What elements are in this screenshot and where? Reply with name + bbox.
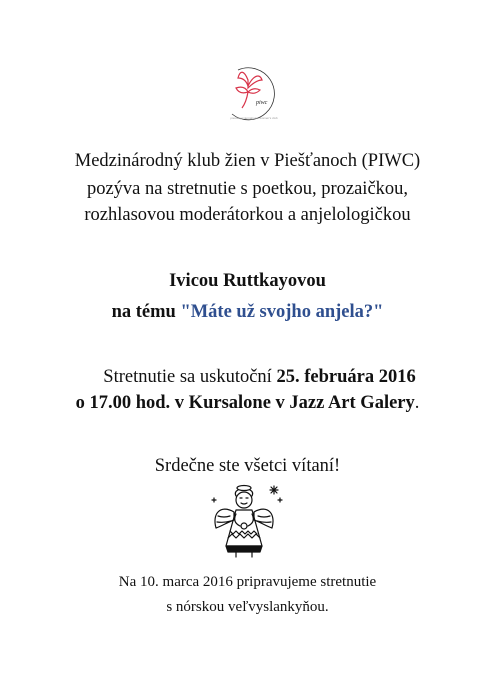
topic-prefix: na tému bbox=[111, 302, 176, 322]
welcome-text: Srdečne ste všetci vítaní! bbox=[154, 456, 341, 476]
event-line-1 bbox=[12, 366, 495, 388]
flower-logo-icon bbox=[208, 58, 292, 124]
guest-name: Ivicou Ruttkayovou bbox=[169, 271, 326, 291]
event-time-place: o 17.00 hod. v Kursalone v Jazz Art Galery bbox=[75, 393, 415, 413]
angel-icon bbox=[206, 480, 286, 562]
next-line-1: Na 10. marca 2016 pripravujeme stretnutie bbox=[118, 574, 377, 590]
intro-line-2: pozýva na stretnutie s poetkou, prozaičkou, bbox=[86, 179, 409, 199]
topic-line bbox=[0, 301, 495, 323]
next-line-2: s nórskou veľvyslankyňou. bbox=[166, 599, 329, 615]
logo-caption: piestany international women's club bbox=[230, 116, 278, 120]
intro-line-1: Medzinárodný klub žien v Piešťanoch (PIWC) bbox=[74, 151, 421, 171]
event-date: 25. februára 2016 bbox=[276, 367, 416, 387]
event-text: Stretnutie sa uskutoční bbox=[103, 367, 272, 387]
topic-title: "Máte už svojho anjela?" bbox=[180, 302, 384, 322]
event-end: . bbox=[414, 393, 420, 413]
event-line-2 bbox=[0, 392, 495, 414]
intro-line-3: rozhlasovou moderátorkou a anjelologičkou bbox=[84, 205, 411, 225]
logo-text: piwc bbox=[256, 100, 268, 106]
